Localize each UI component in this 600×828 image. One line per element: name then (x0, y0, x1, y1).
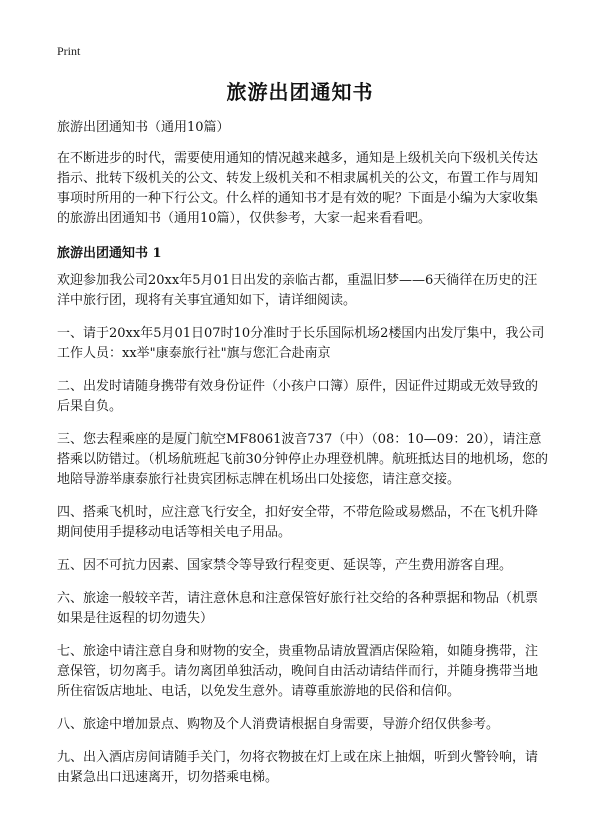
page-title: 旅游出团通知书 (226, 80, 374, 104)
document-subtitle: 旅游出团通知书（通用10篇） (57, 120, 230, 135)
paragraph-welcome: 欢迎参加我公司20xx年5月01日出发的亲临古都，重温旧梦——6天徜徉在历史的汪洋中旅行团，现将有关事宜通知如下，请详细阅读。 (57, 273, 538, 308)
print-link[interactable]: Print (57, 44, 81, 58)
paragraph-item-7: 七、旅途中请注意自身和财物的安全，贵重物品请放置酒店保险箱，如随身携带，注意保管，切勿离手。请勿离团单独活动，晚间自由活动请结伴而行，并随身携带当地所住宿饭店地址、电话，以免发生意外。请尊重旅游地的民俗和信仰。 (57, 644, 539, 699)
paragraph-item-4: 四、搭乘飞机时，应注意飞行安全，扣好安全带，不带危险或易燃品，不在飞机升降期间使用手提移动电话等相关电子用品。 (57, 505, 539, 540)
section-heading: 旅游出团通知书 1 (57, 246, 162, 261)
paragraph-item-5: 五、因不可抗力因素、国家禁令等导致行程变更、延误等，产生费用游客自理。 (57, 558, 513, 573)
paragraph-item-9: 九、出入酒店房间请随手关门，勿将衣物披在灯上或在床上抽烟，听到火警铃响，请由紧急出口迅速离开，切勿搭乘电梯。 (57, 750, 539, 785)
intro-paragraph: 在不断进步的时代，需要使用通知的情况越来越多，通知是上级机关向下级机关传达指示、批转下级机关的公文、转发上级机关和不相隶属机关的公文，布置工作与周知事项时所用的一种下行公文。什么样的通知书才是有效的呢？下面是小编为大家收集的旅游出团通知书（通用10篇），仅供参考，大家一起来看看吧。 (57, 151, 539, 226)
paragraph-item-3: 三、您去程乘座的是厦门航空MF8061波音737（中）（08：10—09：20），请注意搭乘以防错过。（机场航班起飞前30分钟停止办理登机牌。航班抵达目的地机场，您的地陪导游举康泰旅行社贵宾团标志牌在机场出口处接您，请注意交接。 (57, 432, 549, 487)
document-body (57, 118, 549, 801)
paragraph-item-2: 二、出发时请随身携带有效身份证件（小孩户口簿）原件，因证件过期或无效导致的后果自负。 (57, 379, 539, 414)
paragraph-item-1: 一、请于20xx年5月01日07时10分准时于长乐国际机场2楼国内出发厅集中，我公司工作人员：xx举"康泰旅行社"旗与您汇合赴南京 (57, 326, 545, 361)
paragraph-item-8: 八、旅途中增加景点、购物及个人消费请根据自身需要，导游介绍仅供参考。 (57, 717, 500, 732)
paragraph-item-6: 六、旅途一般较辛苦，请注意休息和注意保管好旅行社交给的各种票据和物品（机票如果是往返程的切勿遗失） (57, 591, 539, 626)
